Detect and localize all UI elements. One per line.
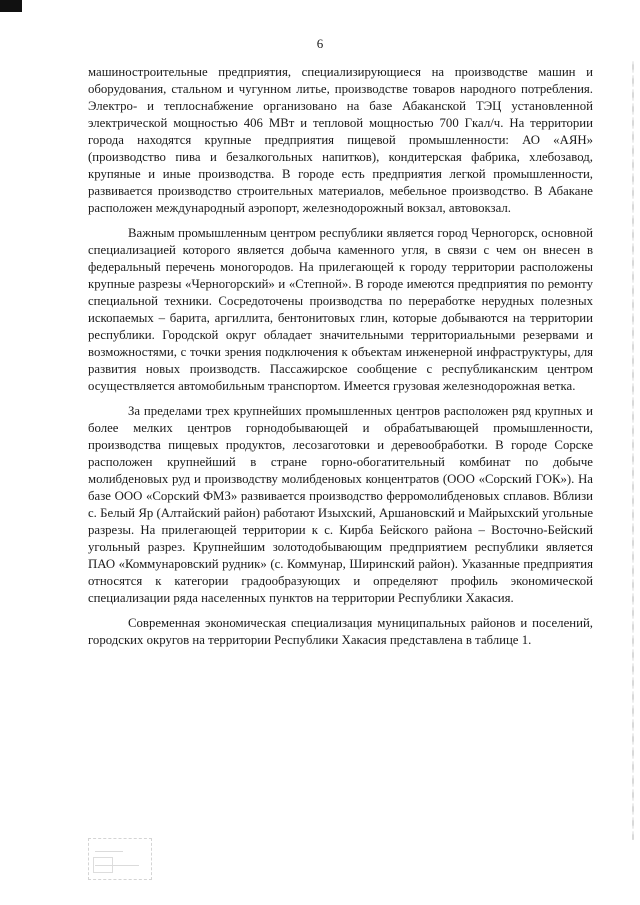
paragraph-abakan-continued: машиностроительные предприятия, специализирующиеся на производстве машин и оборудования, стальном и чугунном литье, производстве товаров народного потребления. Электро- и теплоснабжение организовано на базе Абаканской ТЭЦ установленной электрической мощностью 406 МВт и тепловой мощностью 700 Гкал/ч. На территории города находятся крупные предприятия пищевой промышленности: АО «АЯН» (производство пива и безалкогольных напитков), кондитерская фабрика, хлебозавод, крупяные и иные производства. В городе есть предприятия легкой промышленности, развивается производство строительных материалов, мебельное производство. В Абакане расположен международный аэропорт, железнодорожный вокзал, автовокзал. (88, 65, 593, 215)
paragraph-chernogorsk: Важным промышленным центром республики является город Черногорск, основной специализацией которого является добыча каменного угля, в связи с чем он внесен в федеральный перечень моногородов. На прилегающей к городу территории расположены крупные разрезы «Черногорский» и «Степной». В городе имеются предприятия по ремонту специальной техники. Сосредоточены производства по переработке нерудных полезных ископаемых – барита, аргиллита, бентонитовых глин, которые добываются на территории республики. Городской округ обладает значительными территориальными резервами и возможностями, с точки зрения подключения к объектам инженерной инфраструктуры, для развития новых производств. Пассажирское сообщение с республиканским центром осуществляется автомобильным транспортом. Имеется грузовая железнодорожная ветка. (88, 226, 593, 393)
page-number: 6 (316, 36, 324, 51)
paragraph-other-centers: За пределами трех крупнейших промышленных центров расположен ряд крупных и более мелких центров горнодобывающей и обрабатывающей промышленности, производства пищевых продуктов, лесозаготовки и деревообработки. В городе Сорске расположен крупнейший в стране горно-обогатительный комбинат по добыче молибденовых руд и производству молибденовых концентратов (ООО «Сорский ГОК»). На базе ООО «Сорский ФМЗ» развивается производство ферромолибденовых сплавов. Вблизи с. Белый Яр (Алтайский район) работают Изыхский, Аршановский и Майрыхский угольные разрезы. На прилегающей территории к с. Кирба Бейского района – Восточно-Бейский угольный разрез. Крупнейшим золотодобывающим предприятием республики является ПАО «Коммунаровский рудник» (с. Коммунар, Ширинский район). Указанные предприятия относятся к категории градообразующих и определяют профиль экономической специализации ряда населенных пунктов на территории Республики Хакасия. (88, 404, 593, 605)
stamp-line (95, 851, 123, 852)
document-body (88, 64, 593, 649)
paragraph-table-reference: Современная экономическая специализация муниципальных районов и поселений, городских округов на территории Республики Хакасия представлена в таблице 1. (88, 616, 593, 647)
faded-stamp (88, 838, 152, 880)
scan-corner-mark (0, 0, 22, 12)
stamp-line (95, 865, 139, 866)
scan-margin-artifact (632, 60, 634, 840)
